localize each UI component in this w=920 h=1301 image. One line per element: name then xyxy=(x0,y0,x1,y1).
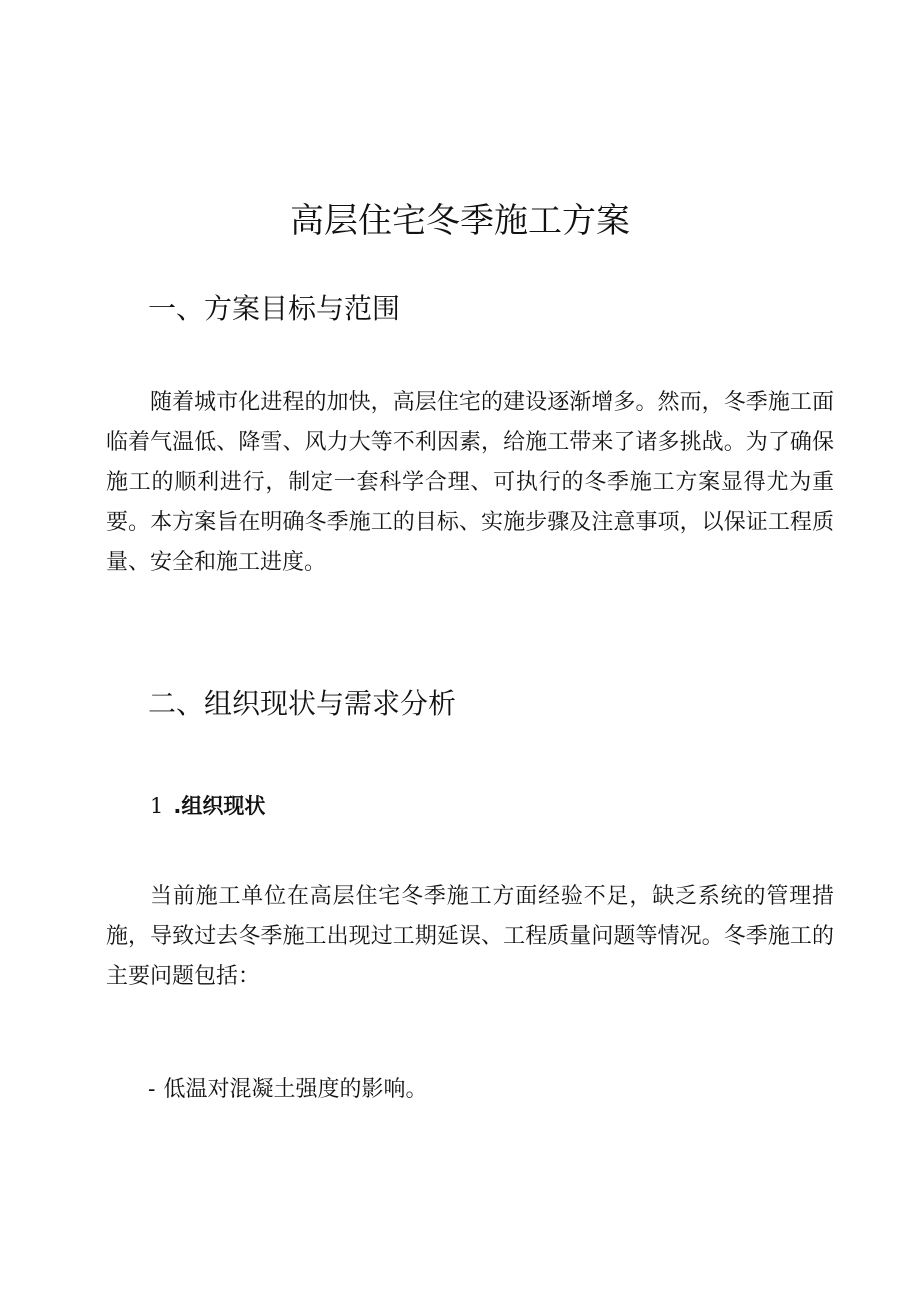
list-item xyxy=(148,1070,427,1110)
subsection-paragraph-org-status: 当前施工单位在高层住宅冬季施工方面经验不足，缺乏系统的管理措施，导致过去冬季施工出现过工期延误、工程质量问题等情况。冬季施工的主要问题包括： xyxy=(106,884,834,989)
subsection-label: .组织现状 xyxy=(173,794,266,818)
subsection-number: 1 xyxy=(150,794,164,818)
document-title: 高层住宅冬季施工方案 xyxy=(290,200,630,241)
section-heading-goals-scope: 一、方案目标与范围 xyxy=(148,292,401,325)
section-heading-status-analysis: 二、组织现状与需求分析 xyxy=(148,687,457,720)
section-paragraph-goals-scope: 随着城市化进程的加快，高层住宅的建设逐渐增多。然而，冬季施工面临着气温低、降雪、风力大等不利因素，给施工带来了诸多挑战。为了确保施工的顺利进行，制定一套科学合理、可执行的冬季施工方案显得尤为重要。本方案旨在明确冬季施工的目标、实施步骤及注意事项，以保证工程质量、安全和施工进度。 xyxy=(106,390,834,575)
bullet-text: 低温对混凝土强度的影响。 xyxy=(163,1077,428,1102)
subsection-heading-org-status xyxy=(150,788,265,824)
bullet-marker: - xyxy=(148,1077,156,1102)
